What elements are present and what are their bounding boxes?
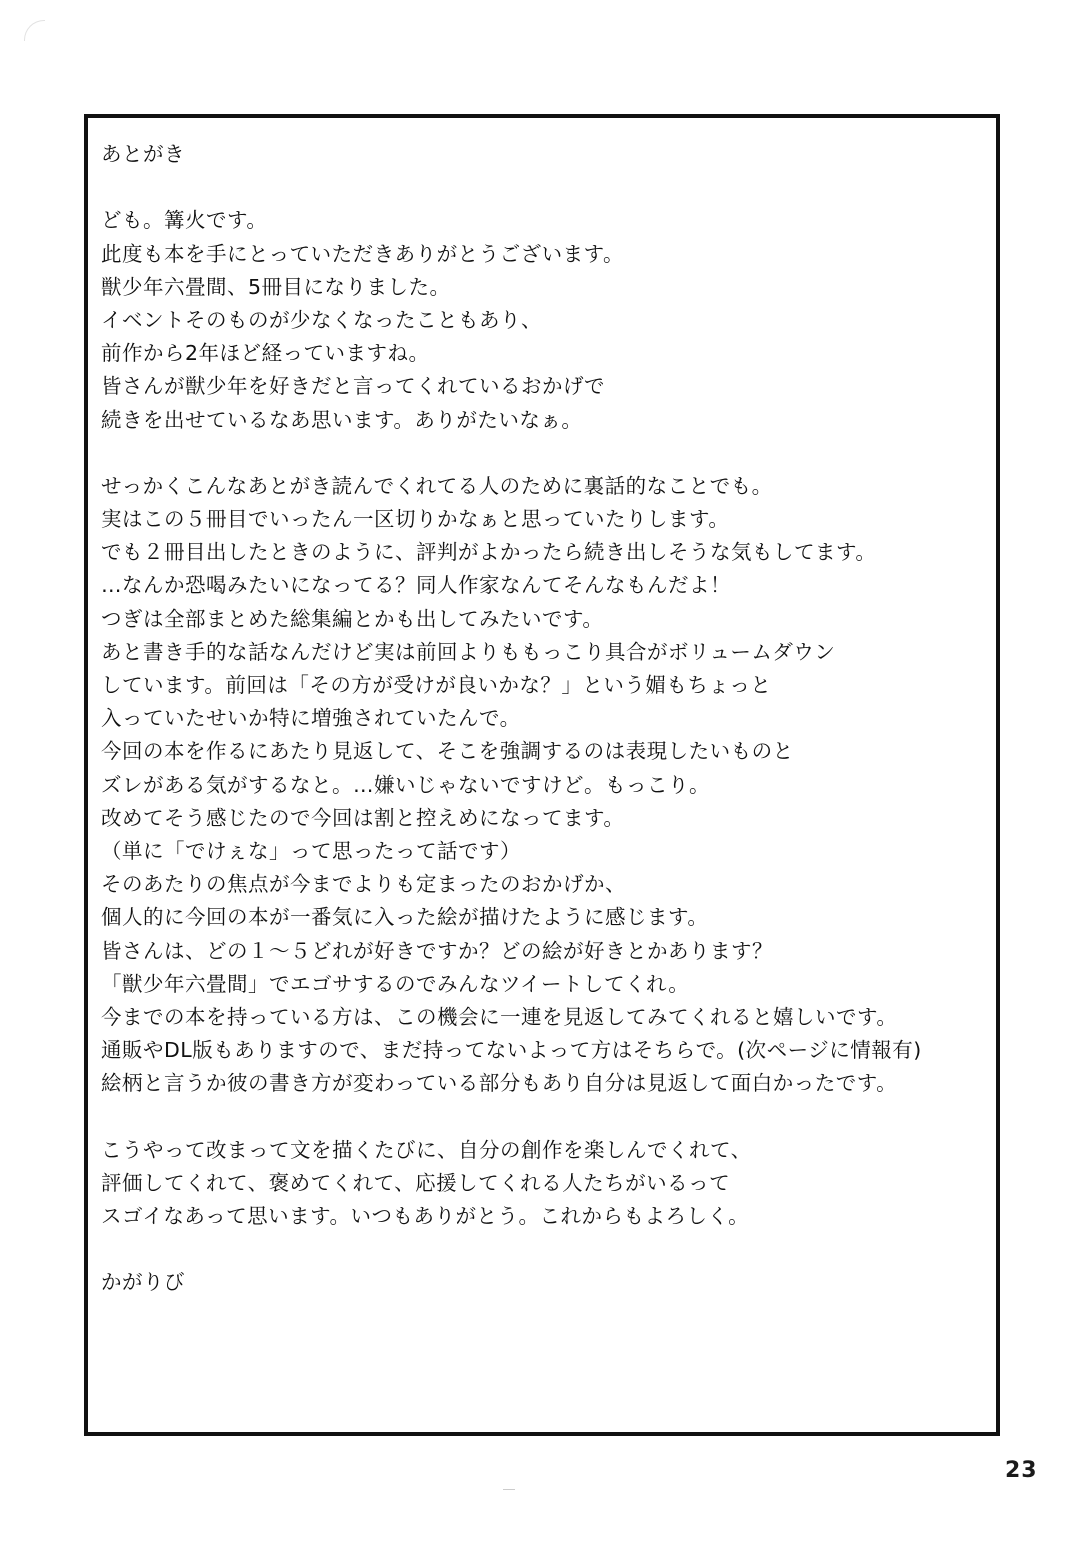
author-signature: かがりび [101,1270,185,1295]
text-line: 此度も本を手にとっていただきありがとうございます。 [101,241,624,266]
text-line: 前作から2年ほど経っていますね。 [101,341,430,366]
text-line: 通販やDL版もありますので、まだ持ってないよって方はそちらで。(次ページに情報有) [101,1038,922,1063]
blank-line [101,437,981,470]
blank-line [101,1233,981,1266]
text-line: 評価してくれて、褒めてくれて、応援してくれる人たちがいるって [101,1170,731,1195]
blank-line [101,171,981,204]
paragraph-greeting [101,204,981,436]
text-line: せっかくこんなあとがき読んでくれてる人のために裏話的なことでも。 [101,473,773,498]
text-line: 個人的に今回の本が一番気に入った絵が描けたように感じます。 [101,905,709,930]
text-line: 今回の本を作るにあたり見返して、そこを強調するのは表現したいものと [101,739,794,764]
text-line: ズレがある気がするなと。…嫌いじゃないですけど。もっこり。 [101,772,710,797]
crop-mark [503,1489,515,1490]
text-line: 「獣少年六畳間」でエゴサするのでみんなツイートしてくれ。 [101,971,690,996]
text-line: ども。篝火です。 [101,208,268,233]
text-line: そのあたりの焦点が今までよりも定まったのおかげか、 [101,872,626,897]
text-line: 絵柄と言うか彼の書き方が変わっている部分もあり自分は見返して面白かったです。 [101,1071,898,1096]
text-line: こうやって改まって文を描くたびに、自分の創作を楽しんでくれて、 [101,1137,752,1162]
text-line: イベントそのものが少なくなったこともあり、 [101,307,542,332]
text-line: 改めてそう感じたので今回は割と控えめになってます。 [101,805,625,830]
text-line: 今までの本を持っている方は、この機会に一連を見返してみてくれると嬉しいです。 [101,1004,898,1029]
text-line: あと書き手的な話なんだけど実は前回よりももっこり具合がボリュームダウン [101,639,836,664]
afterword-heading: あとがき [101,142,185,166]
text-line: 皆さんは、どの１～５どれが好きですか？どの絵が好きとかあります？ [101,938,773,963]
text-line: スゴイなあって思います。いつもありがとう。これからもよろしく。 [101,1204,750,1228]
scan-corner-mark [24,20,45,41]
text-line: でも２冊目出したときのように、評判がよかったら続き出しそうな気もしてます。 [101,540,877,565]
text-line: 続きを出せているなあ思います。ありがたいなぁ。 [101,407,583,432]
text-line: 入っていたせいか特に増強されていたんで。 [101,706,521,731]
text-line: …なんか恐喝みたいになってる？同人作家なんてそんなもんだよ！ [101,573,731,598]
paragraph-behind-the-scenes [101,470,981,1101]
text-line: 実はこの５冊目でいったん一区切りかなぁと思っていたりします。 [101,507,730,532]
text-line: しています。前回は「その方が受けが良いかな？」という媚もちょっと [101,673,772,697]
blank-line [101,1100,981,1133]
text-line: つぎは全部まとめた総集編とかも出してみたいです。 [101,606,604,631]
text-line: （単に「でけぇな」って思ったって話です） [101,838,521,863]
text-line: 獣少年六畳間、5冊目になりました。 [101,274,451,299]
afterword-text-block [101,138,981,1300]
page-number: 23 [1005,1458,1038,1483]
text-line: 皆さんが獣少年を好きだと言ってくれているおかげで [101,374,605,399]
paragraph-thanks [101,1134,981,1234]
